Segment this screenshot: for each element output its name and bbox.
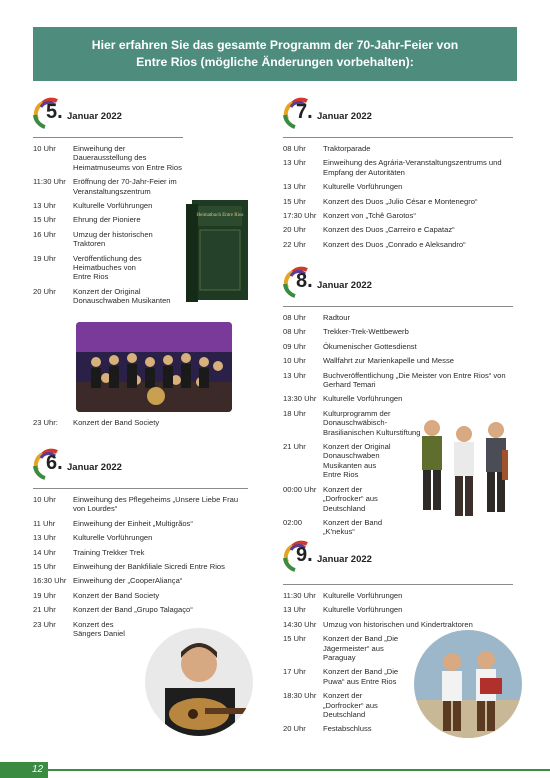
schedule-row: 08 Uhr Radtour xyxy=(283,313,351,322)
jaegermeister-band-photo xyxy=(414,630,522,738)
day-header xyxy=(33,97,183,129)
heimatbuch-book-image xyxy=(186,196,252,304)
schedule-row: 15 Uhr Ehrung der Pioniere xyxy=(33,215,141,225)
day-header xyxy=(33,448,248,480)
divider xyxy=(283,306,513,307)
schedule-row: 19 Uhr Konzert der Band Society xyxy=(33,590,160,600)
book-title-text: Heimatbuch Entre Rios xyxy=(196,213,244,218)
day-5-late-row xyxy=(33,418,233,432)
day-5-section xyxy=(33,97,183,311)
schedule-row: 23 Uhr Konzert des Sängers Daniel xyxy=(33,619,125,639)
schedule-row: 15 Uhr Einweihung der Bankfiliale Sicredi Entre Rios xyxy=(33,562,225,572)
schedule-row: 09 Uhr Ökumenischer Gottesdienst xyxy=(283,341,417,351)
schedule-row: 10 Uhr Wallfahrt zur Marienkapelle und Messe xyxy=(283,356,454,366)
page-number: 12 xyxy=(0,762,48,778)
schedule-row: 14:30 Uhr Umzug von historischen und Kindertraktoren xyxy=(283,619,473,629)
schedule-row: 20 Uhr Festabschluss xyxy=(283,724,372,734)
schedule-row: 13 Uhr Kulturelle Vorführungen xyxy=(283,182,403,192)
day-number: 9. xyxy=(296,544,313,566)
schedule-row: 11:30 Uhr Eröffnung der 70-Jahr-Feier im Veranstaltungszentrum xyxy=(33,177,177,196)
schedule-row: 13 Uhr Kulturelle Vorführungen xyxy=(283,605,403,615)
schedule-row: 13 Uhr Kulturelle Vorführungen xyxy=(33,201,153,211)
schedule-row: 08 Uhr Trekker-Trek-Wettbewerb xyxy=(283,327,409,337)
day-title: Januar 2022 xyxy=(67,462,122,473)
schedule-row: 13:30 Uhr Kulturelle Vorführungen xyxy=(283,394,403,404)
schedule-row: 15 Uhr Konzert des Duos „Julio César e Montenegro“ xyxy=(283,196,478,206)
schedule-row: 14 Uhr Training Trekker Trek xyxy=(33,547,145,557)
schedule-row: 00:00 Uhr Konzert der „Dorfrocker“ aus Deutschland xyxy=(283,484,378,513)
day-title: Januar 2022 xyxy=(317,554,372,565)
schedule-row: 22 Uhr Konzert des Duos „Conrado e Aleksandro“ xyxy=(283,239,466,249)
divider xyxy=(33,488,248,489)
schedule-row: 02:00 Konzert der Band „K'nekus“ xyxy=(283,517,383,537)
schedule-row: 08 Uhr Traktorparade xyxy=(283,144,371,153)
day-header xyxy=(283,540,513,572)
day-number: 6. xyxy=(46,452,63,474)
schedule-row: 21 Uhr Konzert der Band „Grupo Talagaço“ xyxy=(33,605,193,615)
day-title: Januar 2022 xyxy=(67,111,122,122)
day-number: 7. xyxy=(296,101,313,123)
banner-line-1: Hier erfahren Sie das gesamte Programm der 70-Jahr-Feier von xyxy=(91,38,459,52)
band-photo xyxy=(76,322,232,412)
day-title: Januar 2022 xyxy=(317,280,372,291)
schedule-row: 18 Uhr Kulturprogramm der Donauschwäbisch-Brasilianischen Kulturstiftung xyxy=(283,408,421,437)
divider xyxy=(33,137,183,138)
schedule-row: 13 Uhr Einweihung des Agrária-Veranstaltungszentrums und Empfang der Autoritäten xyxy=(283,158,502,177)
schedule-row: 19 Uhr Veröffentlichung des Heimatbuches von Entre Rios xyxy=(33,253,142,282)
footer-line xyxy=(48,769,550,771)
schedule-row: 17:30 Uhr Konzert von „Tchê Garotos“ xyxy=(283,211,416,221)
day-title: Januar 2022 xyxy=(317,111,372,122)
schedule-row: 13 Uhr Buchveröffentlichung „Die Meister von Entre Rios“ von Gerhard Temari xyxy=(283,370,506,390)
schedule-row: 21 Uhr Konzert der Original Donauschwaben Musikanten aus Entre Rios xyxy=(283,442,391,480)
day-number: 5. xyxy=(46,101,63,123)
day-6-section xyxy=(33,448,248,643)
schedule-row: 23 Uhr: Konzert der Band Society xyxy=(33,418,160,427)
dorfrocker-photo xyxy=(410,410,518,530)
day-7-section xyxy=(283,97,513,254)
day-header xyxy=(283,266,513,298)
day-header xyxy=(283,97,513,129)
schedule-row: 18:30 Uhr Konzert der „Dorfrocker“ aus Deutschland xyxy=(283,691,378,720)
schedule-row: 17 Uhr Konzert der Band „Die Puwa“ aus Entre Rios xyxy=(283,667,399,686)
schedule-row: 11 Uhr Einweihung der Einheit „Multigrãos“ xyxy=(33,518,193,528)
schedule-row: 16 Uhr Umzug der historischen Traktoren xyxy=(33,229,153,249)
schedule-row: 10 Uhr Einweihung des Pflegeheims „Unsere Liebe Frau von Lourdes“ xyxy=(33,495,239,514)
schedule-row: 20 Uhr Konzert der Original Donauschwaben Musikanten xyxy=(33,286,171,306)
schedule-row: 13 Uhr Kulturelle Vorführungen xyxy=(33,533,153,543)
banner-line-2: Entre Rios (mögliche Änderungen vorbehalten): xyxy=(136,55,414,69)
schedule-row: 11:30 Uhr Kulturelle Vorführungen xyxy=(283,591,403,600)
singer-photo xyxy=(145,628,253,736)
schedule-row: 10 Uhr Einweihung der Dauerausstellung des Heimatmuseums von Entre Rios xyxy=(33,144,182,172)
schedule-row: 15 Uhr Konzert der Band „Die Jägermeister“ aus Paraguay xyxy=(283,634,399,663)
schedule-row: 20 Uhr Konzert des Duos „Carreiro e Capataz“ xyxy=(283,225,455,235)
schedule-row: 16:30 Uhr Einweihung der „CooperAliança“ xyxy=(33,576,183,586)
header-banner xyxy=(33,27,517,81)
day-number: 8. xyxy=(296,270,313,292)
divider xyxy=(283,584,513,585)
divider xyxy=(283,137,513,138)
